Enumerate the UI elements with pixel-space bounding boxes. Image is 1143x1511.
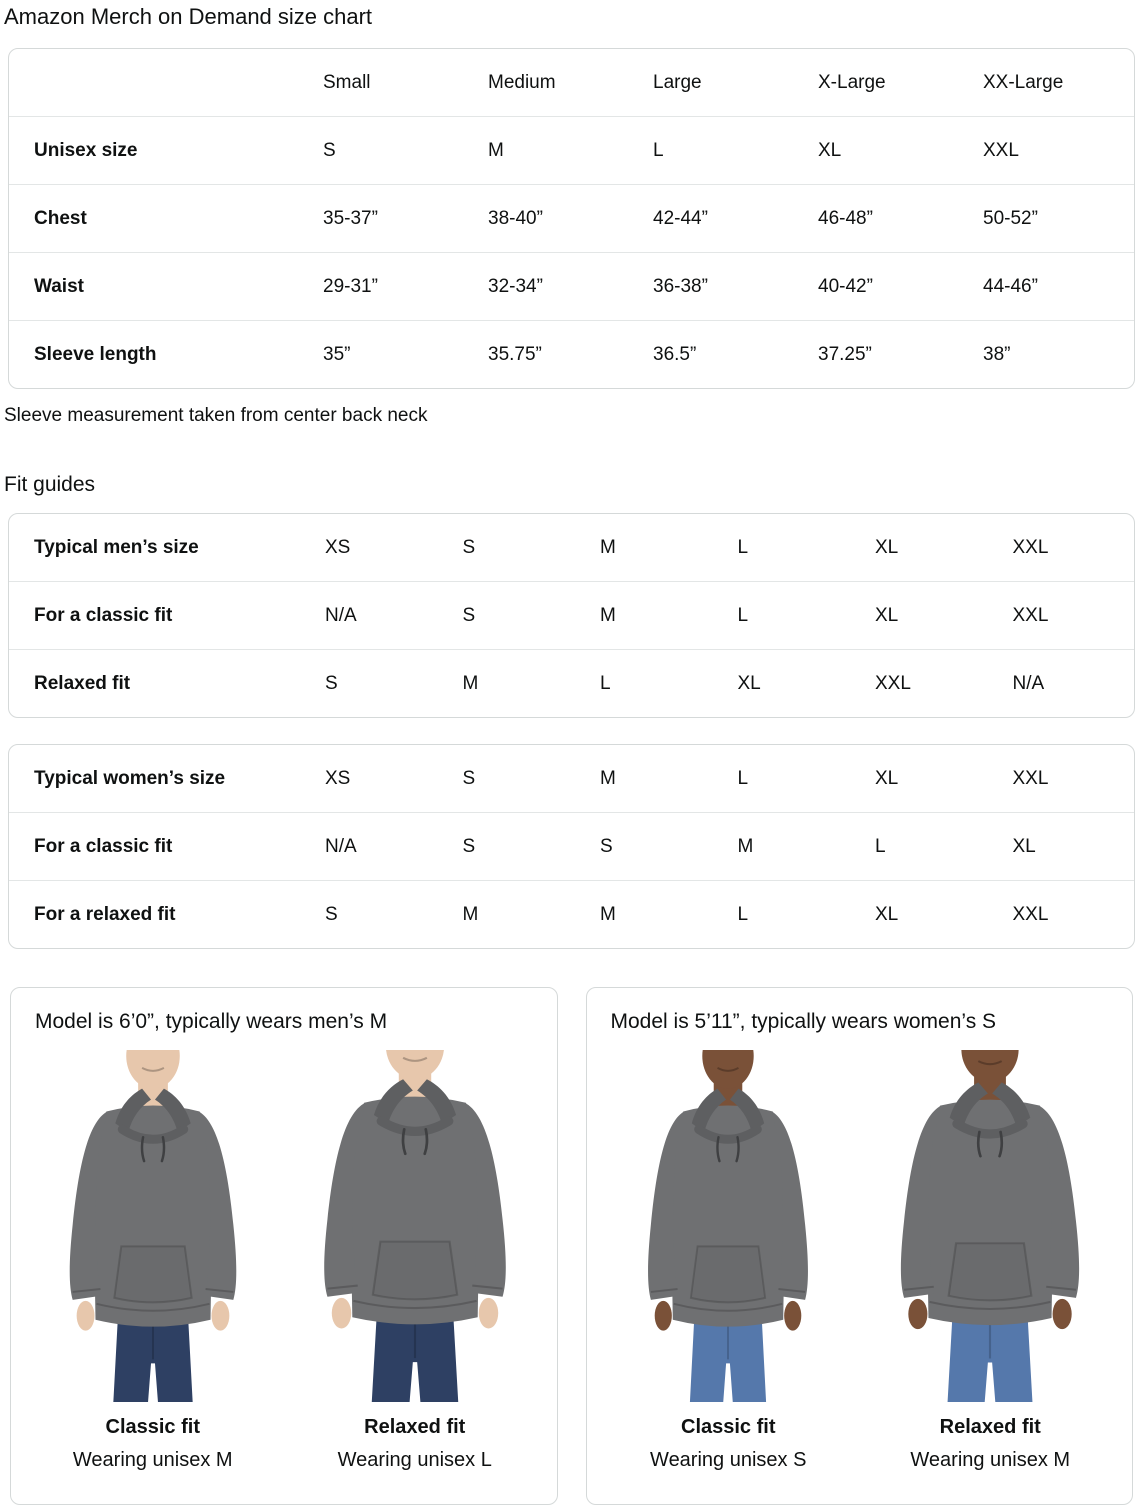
row-label: Typical men’s size [34,536,199,558]
cell-value: N/A [325,604,357,626]
cell-value: 42-44” [653,207,708,229]
figure-men-classic [28,1050,278,1472]
table-row-sleeve-length [9,320,1134,388]
cell-value: L [737,536,749,558]
cell-value: 36.5” [653,343,697,365]
cell-value: S [325,672,338,694]
table-row-unisex-size [9,116,1134,184]
table-row-men-classic-fit [9,581,1134,649]
row-label: For a relaxed fit [34,903,176,925]
header-cell-small: Small [323,71,371,93]
cell-value: 32-34” [488,275,543,297]
cell-value: N/A [1012,672,1045,694]
model-cards [10,987,1133,1505]
cell-value: L [653,139,664,161]
table-row-women-classic-fit [9,812,1134,880]
fit-guide-men-table [8,513,1135,718]
female-model-classic-photo [603,1050,853,1402]
cell-value: M [600,604,616,626]
cell-value: 46-48” [818,207,873,229]
figure-men-relaxed [290,1050,540,1472]
cell-value: XXL [1012,767,1049,789]
table-row-typical-mens-size [9,514,1134,581]
cell-value: XL [875,903,899,925]
size-chart-table [8,48,1135,389]
cell-value: M [600,536,616,558]
wearing-label: Wearing unisex S [650,1449,807,1471]
cell-value: M [462,672,479,694]
row-label: Sleeve length [34,343,157,365]
cell-value: 35” [323,343,351,365]
cell-value: 36-38” [653,275,708,297]
cell-value: 40-42” [818,275,873,297]
cell-value: XS [325,767,351,789]
cell-value: M [600,903,616,925]
cell-value: L [737,767,749,789]
header-cell-medium: Medium [488,71,556,93]
cell-value: S [600,835,613,857]
header-cell-large: Large [653,71,702,93]
womens-model-card [586,987,1134,1505]
cell-value: S [323,139,336,161]
table-row-women-relaxed-fit [9,880,1134,948]
row-label: Chest [34,207,87,229]
cell-value: 37.25” [818,343,872,365]
male-model-relaxed-photo [290,1050,540,1402]
cell-value: 35.75” [488,343,542,365]
cell-value: XL [1012,835,1036,857]
row-label: Relaxed fit [34,672,131,694]
row-label: For a classic fit [34,604,173,626]
fit-label: Relaxed fit [939,1416,1041,1438]
figure-women-classic [603,1050,853,1472]
cell-value: 38-40” [488,207,543,229]
cell-value: L [600,672,611,694]
cell-value: M [462,903,479,925]
row-label: Unisex size [34,139,138,161]
table-row-typical-womens-size [9,745,1134,812]
cell-value: S [462,604,476,626]
wearing-label: Wearing unisex M [72,1449,233,1471]
row-label: Typical women’s size [34,767,226,789]
cell-value: 44-46” [983,275,1038,297]
cell-value: XXL [1012,604,1049,626]
table-header-row [9,49,1134,116]
mens-model-card [10,987,558,1505]
cell-value: M [600,767,616,789]
cell-value: M [737,835,754,857]
cell-value: 50-52” [983,207,1038,229]
cell-value: XL [875,604,899,626]
mens-model-heading: Model is 6’0”, typically wears men’s M [35,1010,388,1033]
cell-value: L [737,604,749,626]
cell-value: 35-37” [323,207,378,229]
cell-value: M [488,139,504,161]
page-title: Amazon Merch on Demand size chart [4,4,373,29]
womens-model-heading: Model is 5’11”, typically wears women’s S [610,1010,997,1033]
cell-value: XL [875,767,899,789]
cell-value: 29-31” [323,275,378,297]
fit-guide-women-table [8,744,1135,949]
cell-value: XXL [983,139,1019,161]
cell-value: 38” [983,343,1011,365]
table-row-chest [9,184,1134,252]
row-label: For a classic fit [34,835,173,857]
cell-value: XL [875,536,899,558]
fit-label: Classic fit [105,1416,200,1438]
cell-value: S [462,536,476,558]
female-model-relaxed-photo [865,1050,1115,1402]
cell-value: S [462,835,476,857]
table-row-waist [9,252,1134,320]
sleeve-measurement-note: Sleeve measurement taken from center back neck [4,405,428,426]
row-label: Waist [34,275,84,297]
wearing-label: Wearing unisex L [337,1449,492,1471]
cell-value: L [875,835,886,857]
fit-label: Relaxed fit [364,1416,466,1438]
table-row-men-relaxed-fit [9,649,1134,717]
cell-value: XXL [1012,536,1049,558]
figure-women-relaxed [865,1050,1115,1472]
fit-label: Classic fit [681,1416,776,1438]
header-cell-xxlarge: XX-Large [983,71,1064,93]
cell-value: XS [325,536,351,558]
cell-value: L [737,903,749,925]
cell-value: S [325,903,338,925]
wearing-label: Wearing unisex M [910,1449,1071,1471]
cell-value: XL [737,672,761,694]
cell-value: S [462,767,476,789]
cell-value: XXL [1012,903,1049,925]
cell-value: XXL [875,672,911,694]
cell-value: N/A [325,835,357,857]
male-model-classic-photo [28,1050,278,1402]
header-cell-xlarge: X-Large [818,71,886,93]
cell-value: XL [818,139,842,161]
fit-guides-heading: Fit guides [4,473,96,496]
